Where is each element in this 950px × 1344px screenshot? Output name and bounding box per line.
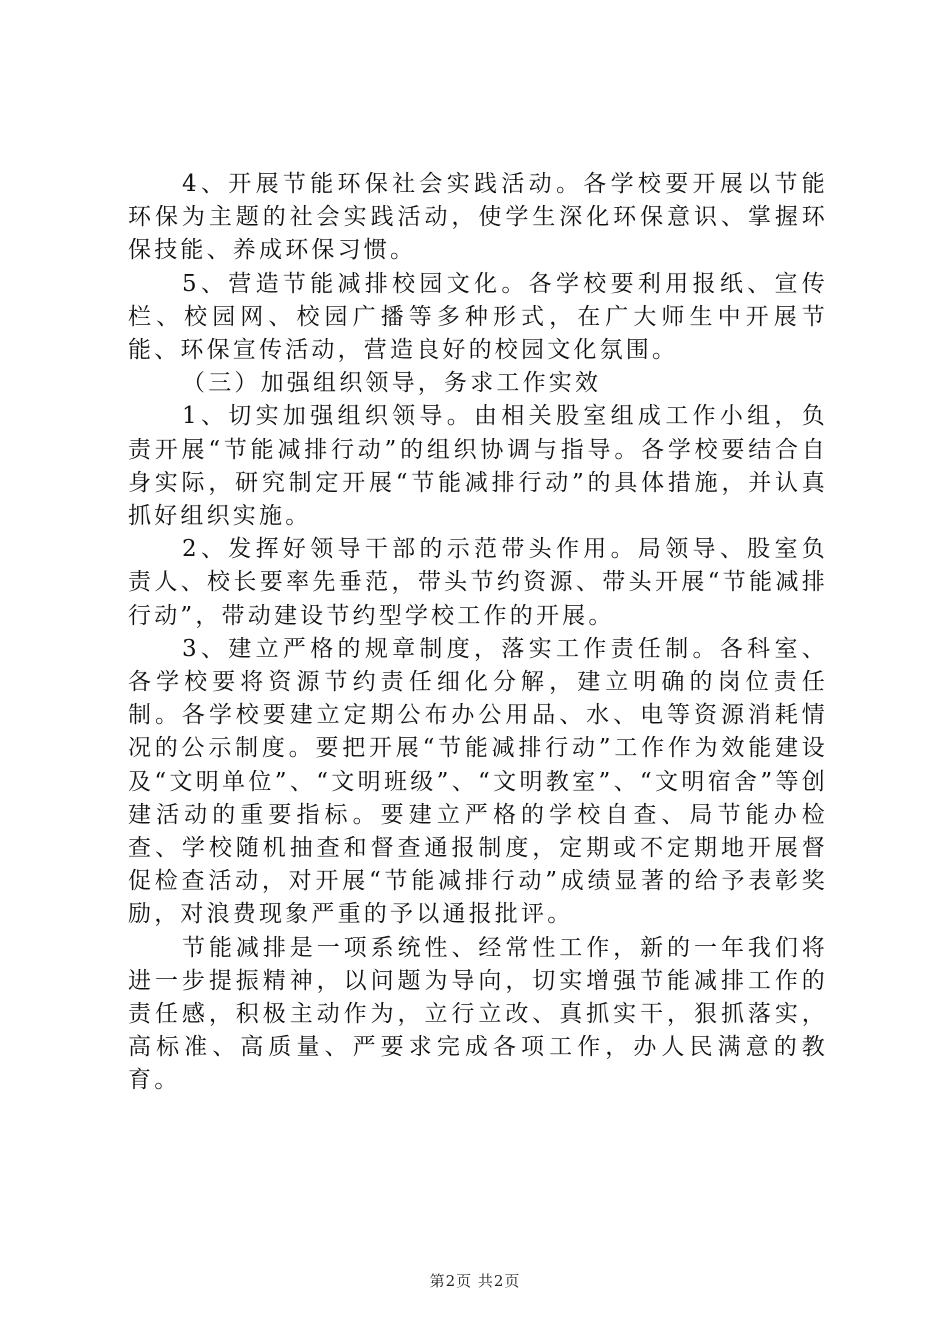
section-heading-organization: （三）加强组织领导，务求工作实效 [182, 370, 602, 397]
paragraph-leadership: 1、切实加强组织领导。由相关股室组成工作小组，负责开展“节能减排行动”的组织协调与指导。各学校要结合自身实际，研究制定开展“节能减排行动”的具体措施，并认真抓好组织实施。 [128, 403, 828, 530]
paragraph-demonstration-role: 2、发挥好领导干部的示范带头作用。局领导、股室负责人、校长要率先垂范，带头节约资源、带头开展“节能减排行动”，带动建设节约型学校工作的开展。 [128, 536, 828, 629]
paragraph-conclusion: 节能减排是一项系统性、经常性工作，新的一年我们将进一步提振精神，以问题为导向，切实增强节能减排工作的责任感，积极主动作为，立行立改、真抓实干，狠抓落实，高标准、高质量、严要求完成各项工作，办人民满意的教育。 [128, 934, 828, 1094]
document-body [128, 168, 828, 1098]
page-number-label: 第2页 共2页 [429, 1272, 521, 1290]
paragraph-practice-activities: 4、开展节能环保社会实践活动。各学校要开展以节能环保为主题的社会实践活动，使学生深化环保意识、掌握环保技能、养成环保习惯。 [128, 171, 828, 264]
paragraph-campus-culture: 5、营造节能减排校园文化。各学校要利用报纸、宣传栏、校园网、校园广播等多种形式，在广大师生中开展节能、环保宣传活动，营造良好的校园文化氛围。 [128, 270, 828, 364]
paragraph-regulations: 3、建立严格的规章制度，落实工作责任制。各科室、各学校要将资源节约责任细化分解，建立明确的岗位责任制。各学校要建立定期公布办公用品、水、电等资源消耗情况的公示制度。要把开展“节能减排行动”工作作为效能建设及“文明单位”、“文明班级”、“文明教室”、“文明宿舍”等创建活动的重要指标。要建立严格的学校自查、局节能办检查、学校随机抽查和督查通报制度，定期或不定期地开展督促检查活动，对开展“节能减排行动”成绩显著的给予表彰奖励，对浪费现象严重的予以通报批评。 [128, 635, 828, 928]
page-footer [0, 1270, 950, 1291]
